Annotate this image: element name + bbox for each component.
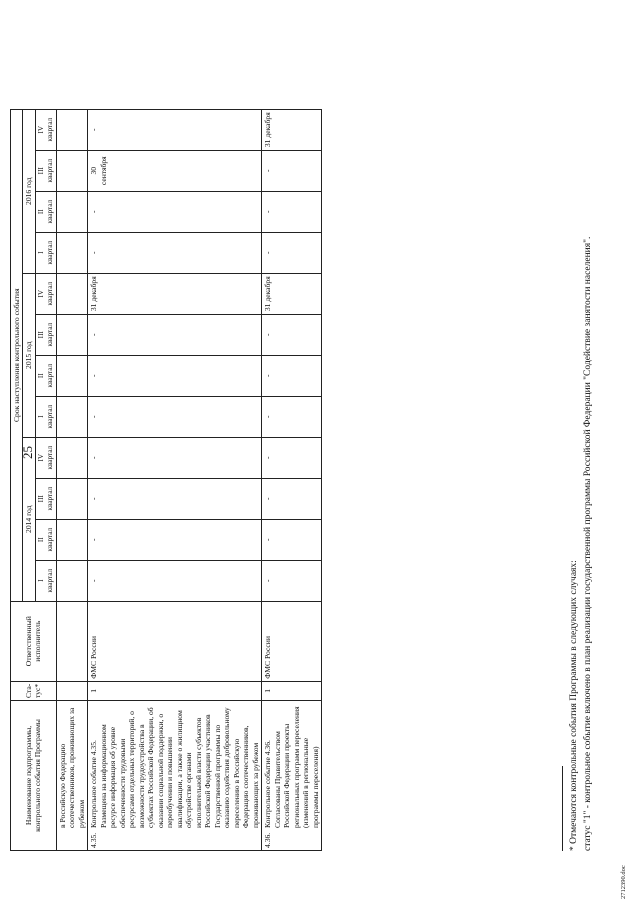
deadline-cell: -	[262, 355, 322, 396]
header-status: Ста- тус*	[11, 681, 57, 700]
header-year-2015: 2015 год	[23, 273, 35, 437]
quarter-word: квартал	[45, 281, 54, 306]
quarter-word: квартал	[45, 117, 54, 142]
deadline-cell: -	[262, 314, 322, 355]
quarter-word: квартал	[45, 486, 54, 511]
quarter-header	[35, 314, 56, 355]
deadline-cell: -	[262, 560, 322, 601]
quarter-number: I	[36, 415, 45, 418]
page-number: 25	[20, 446, 35, 459]
event-executor	[56, 601, 87, 681]
deadline-cell: -	[262, 191, 322, 232]
event-status: 1	[88, 681, 262, 700]
document-filename: 2712390.doc	[620, 865, 627, 899]
event-executor: ФМС России	[88, 601, 262, 681]
quarter-word: квартал	[45, 568, 54, 593]
deadline-cell: -	[88, 232, 262, 273]
deadline-cell: -	[262, 478, 322, 519]
event-name: Контрольное событие 4.36. Согласованы Правительством Российской Федерации проекты региональных программ переселения (изменений в региональные программы переселения)	[263, 706, 320, 828]
deadline-cell	[56, 396, 87, 437]
table-row	[88, 109, 262, 850]
quarter-word: квартал	[45, 199, 54, 224]
deadline-cell	[56, 109, 87, 150]
event-status: 1	[262, 681, 322, 700]
quarter-header	[35, 396, 56, 437]
header-executor: Ответственный исполнитель	[11, 601, 57, 681]
table-body	[56, 109, 321, 850]
deadline-cell	[56, 478, 87, 519]
deadline-cell: -	[88, 478, 262, 519]
event-name: в Российскую Федерацию соотечественников, проживающих за рубежом	[57, 707, 86, 828]
event-number: 4.36.	[263, 832, 273, 848]
deadline-cell	[56, 232, 87, 273]
deadline-cell	[56, 519, 87, 560]
header-year-2016: 2016 год	[23, 109, 35, 273]
deadline-cell: 31 декабря	[262, 109, 322, 150]
quarter-header	[35, 478, 56, 519]
deadline-cell: -	[88, 519, 262, 560]
deadline-cell: 31 декабря	[262, 273, 322, 314]
deadline-cell: -	[262, 232, 322, 273]
deadline-cell	[56, 314, 87, 355]
footnotes	[568, 31, 596, 851]
event-executor: ФМС России	[262, 601, 322, 681]
quarter-number: I	[36, 251, 45, 254]
deadline-cell	[56, 191, 87, 232]
quarter-header	[35, 519, 56, 560]
quarter-word: квартал	[45, 363, 54, 388]
quarter-number: II	[36, 209, 45, 215]
deadline-cell: -	[88, 314, 262, 355]
deadline-cell: -	[262, 150, 322, 191]
quarter-number: III	[36, 331, 45, 339]
event-number: 4.35.	[89, 832, 99, 848]
quarter-number: IV	[36, 289, 45, 298]
quarter-header	[35, 560, 56, 601]
table-row	[56, 109, 87, 850]
quarter-number: IV	[36, 125, 45, 134]
deadline-cell	[56, 437, 87, 478]
deadline-cell: -	[262, 519, 322, 560]
quarter-number: IV	[36, 453, 45, 462]
quarter-header	[35, 150, 56, 191]
header-year-2014: 2014 год	[23, 437, 35, 601]
quarter-number: II	[36, 373, 45, 379]
quarter-word: квартал	[45, 240, 54, 265]
quarter-header	[35, 273, 56, 314]
quarter-word: квартал	[45, 527, 54, 552]
quarter-word: квартал	[45, 158, 54, 183]
quarter-header	[35, 232, 56, 273]
deadline-cell	[56, 273, 87, 314]
event-status	[56, 681, 87, 700]
deadline-cell	[56, 150, 87, 191]
header-deadline: Срок наступления контрольного события	[11, 109, 23, 601]
event-name: Контрольное событие 4.35. Размещена на информационном ресурсе информация об уровне обеспеченности трудовыми ресурсами отдельных территорий, о возможности трудоустройства в субъектах Российской Федерации, об оказании социальной поддержки, о переобучении и повышении квалификации, а также о жилищном обустройстве органами исполнительной власти субъектов Российской Федерации участников Государственной программы по оказанию содействия добровольному переселению в Российскую Федерацию соотечественников, проживающих за рубежом	[89, 707, 260, 828]
deadline-cell: 30 сентября	[88, 150, 262, 191]
deadline-cell: -	[88, 437, 262, 478]
deadline-cell: -	[88, 560, 262, 601]
deadline-cell	[56, 355, 87, 396]
quarter-number: II	[36, 537, 45, 543]
event-name-cell	[56, 701, 87, 851]
footnote-line-2: статус "1" - контрольное событие включено в план реализации государственной программы Российской Федерации "Содействие занятости населения".	[582, 236, 593, 851]
footnote-divider	[562, 766, 563, 851]
deadline-cell	[56, 560, 87, 601]
quarter-word: квартал	[45, 404, 54, 429]
deadline-cell: -	[88, 355, 262, 396]
table-row	[262, 109, 322, 850]
header-name: Наименование подпрограммы, контрольного события Программы	[11, 701, 57, 851]
quarter-word: квартал	[45, 322, 54, 347]
control-events-table	[10, 109, 322, 851]
quarter-header	[35, 437, 56, 478]
quarter-word: квартал	[45, 445, 54, 470]
quarter-number: III	[36, 167, 45, 175]
event-name-cell	[88, 701, 262, 851]
quarter-header	[35, 109, 56, 150]
deadline-cell: 31 декабря	[88, 273, 262, 314]
deadline-cell: -	[88, 191, 262, 232]
deadline-cell: -	[262, 396, 322, 437]
quarter-header	[35, 191, 56, 232]
quarter-header	[35, 355, 56, 396]
quarter-number: I	[36, 579, 45, 582]
deadline-cell: -	[88, 396, 262, 437]
deadline-cell: -	[88, 109, 262, 150]
footnote-line-1: * Отмечаются контрольные события Программы в следующих случаях:	[569, 560, 579, 851]
deadline-cell: -	[262, 437, 322, 478]
quarter-number: III	[36, 495, 45, 503]
event-name-cell	[262, 701, 322, 851]
